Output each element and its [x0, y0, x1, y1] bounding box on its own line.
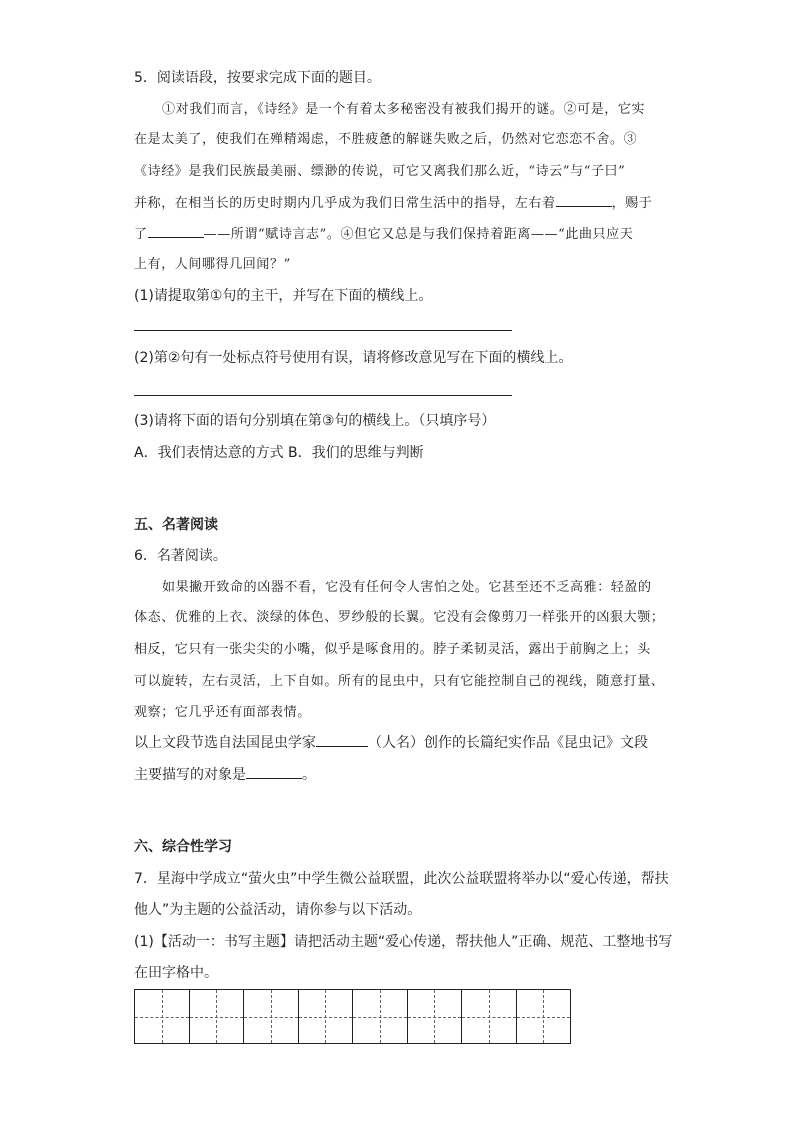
- q5-title: 5．阅读语段，按要求完成下面的题目。: [134, 70, 381, 86]
- q5-passage-line-6: 上有，人间哪得几回闻？”: [134, 257, 291, 272]
- q6-passage-line-5: 观察；它几乎还有面部表情。: [134, 705, 311, 720]
- q5-passage-line-5-head: 了: [134, 227, 148, 242]
- q5-sub1: (1)请提取第①句的主干，并写在下面的横线上。: [134, 288, 433, 304]
- tianzige-cell[interactable]: [353, 990, 408, 1043]
- q6-title: 6．名著阅读。: [134, 548, 227, 564]
- q6-question-line-2-head: 主要描写的对象是: [134, 767, 246, 783]
- tianzige-cell[interactable]: [517, 990, 571, 1043]
- q7-line-1: 7．星海中学成立“萤火虫”中学生微公益联盟，此次公益联盟将举办以“爱心传递，帮扶: [134, 871, 669, 887]
- q6-question-line-2: [134, 764, 316, 784]
- q5-passage-line-3: 《诗经》是我们民族最美丽、缥渺的传说，可它又离我们那么近，“诗云”与“子曰”: [134, 164, 626, 179]
- q6-passage-line-4: 可以旋转，左右灵活，上下自如。所有的昆虫中，只有它能控制自己的视线，随意打量、: [134, 674, 665, 689]
- tianzige-cell[interactable]: [135, 990, 190, 1043]
- q5-sub2: (2)第②句有一处标点符号使用有误，请将修改意见写在下面的横线上。: [134, 350, 573, 366]
- q6-blank-subject[interactable]: [246, 777, 302, 779]
- q6-question-line-2-tail: 。: [302, 767, 316, 783]
- q6-passage-line-3: 相反，它只有一张尖尖的小嘴，似乎是啄食用的。脖子柔韧灵活，露出于前胸之上；头: [134, 642, 651, 657]
- q5-answer-line-1[interactable]: [134, 330, 512, 331]
- q6-blank-author[interactable]: [316, 745, 368, 747]
- tianzige-cell[interactable]: [462, 990, 517, 1043]
- q5-passage-line-4-tail: ，赐于: [611, 196, 653, 211]
- q5-sub3: (3)请将下面的语句分别填在第③句的横线上。（只填序号）: [134, 413, 496, 429]
- section-heading-5: 五、名著阅读: [134, 517, 218, 533]
- q5-blank-1[interactable]: [556, 205, 612, 207]
- q6-passage-line-2: 体态、优雅的上衣、淡绿的体色、罗纱般的长翼。它没有会像剪刀一样张开的凶狠大颚；: [134, 610, 665, 625]
- q5-passage-line-5-text: ——所谓“赋诗言志”。④但它又总是与我们保持着距离——“此曲只应天: [203, 227, 634, 242]
- q5-answer-line-2[interactable]: [134, 395, 512, 396]
- q7-sub1-line-1: (1)【活动一：书写主题】请把活动主题“爱心传递，帮扶他人”正确、规范、工整地书写: [134, 934, 673, 950]
- tianzige-cell[interactable]: [299, 990, 354, 1043]
- section-heading-6: 六、综合性学习: [134, 839, 232, 855]
- q5-passage-line-2: 在是太美了，使我们在殚精竭虑，不胜疲惫的解谜失败之后，仍然对它恋恋不舍。③: [134, 132, 638, 147]
- q5-passage-line-4: [134, 192, 652, 211]
- q5-blank-2[interactable]: [148, 236, 204, 238]
- tianzige-cell[interactable]: [408, 990, 463, 1043]
- tianzige-grid: [134, 989, 571, 1044]
- q5-options: A．我们表情达意的方式 B．我们的思维与判断: [134, 445, 424, 461]
- q7-sub1-line-2: 在田字格中。: [134, 965, 218, 981]
- q6-question-tail: （人名）创作的长篇纪实作品《昆虫记》文段: [368, 735, 648, 751]
- q5-passage-line-1: ①对我们而言，《诗经》是一个有着太多秘密没有被我们揭开的谜。②可是，它实: [162, 102, 646, 117]
- q5-passage-line-4-text: 并称，在相当长的历史时期内几乎成为我们日常生活中的指导，左右着: [134, 196, 556, 211]
- q6-question-line-1: [134, 732, 648, 752]
- tianzige-cell[interactable]: [190, 990, 245, 1043]
- q7-line-2: 他人”为主题的公益活动，请你参与以下活动。: [134, 902, 422, 918]
- q6-passage-line-1: 如果撇开致命的凶器不看，它没有任何令人害怕之处。它甚至还不乏高雅：轻盈的: [162, 580, 652, 595]
- q6-question-head: 以上文段节选自法国昆虫学家: [134, 735, 316, 751]
- tianzige-cell[interactable]: [244, 990, 299, 1043]
- q5-passage-line-5: [134, 223, 633, 242]
